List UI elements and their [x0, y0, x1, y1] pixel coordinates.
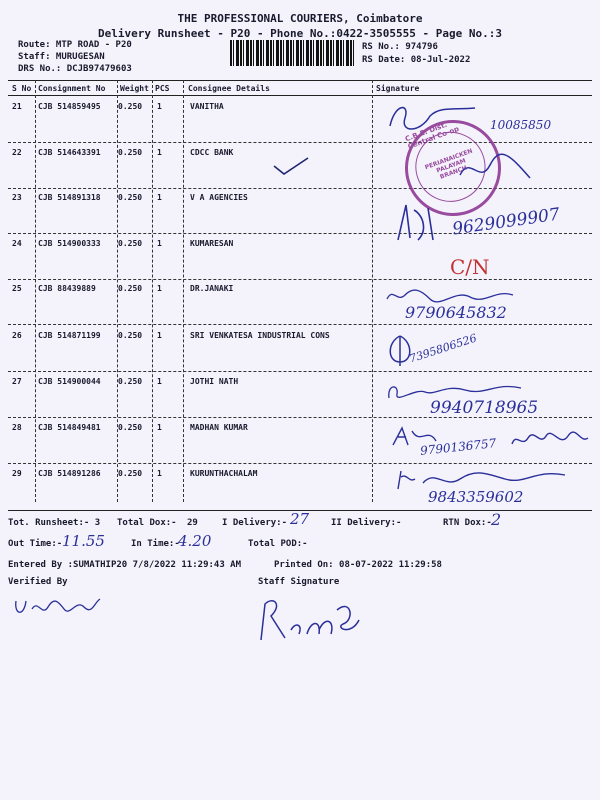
row-weight: 0.250 — [118, 102, 143, 111]
col-header-consignee: Consignee Details — [188, 84, 270, 93]
rtn-dox-label: RTN Dox:- — [443, 518, 492, 528]
in-time-handwritten: 4.20 — [178, 532, 212, 550]
printed-on: Printed On: 08-07-2022 11:29:58 — [274, 560, 442, 570]
verified-by-label: Verified By — [8, 577, 68, 587]
company-title: THE PROFESSIONAL COURIERS, Coimbatore — [177, 12, 423, 25]
barcode — [230, 40, 355, 66]
row-consignee: DR.JANAKI — [190, 284, 234, 293]
row-consignee: V A AGENCIES — [190, 193, 248, 202]
row-sno: 26 — [12, 331, 22, 340]
route-label: Route: MTP ROAD - P20 — [18, 40, 132, 50]
row-sno: 29 — [12, 469, 22, 478]
handwritten-phone-28: 9790136757 — [419, 436, 497, 458]
row-pcs: 1 — [157, 284, 162, 293]
verified-by-signature — [12, 595, 102, 620]
tamil-signature-row-28 — [510, 430, 590, 450]
row-pcs: 1 — [157, 239, 162, 248]
row-weight: 0.250 — [118, 423, 143, 432]
row-pcs: 1 — [157, 148, 162, 157]
row-pcs: 1 — [157, 423, 162, 432]
row-consignee: VANITHA — [190, 102, 224, 111]
row-consignment-no: CJB 514900333 — [38, 239, 101, 248]
row-sno: 24 — [12, 239, 22, 248]
row-divider — [8, 142, 592, 143]
row-consignment-no: CJB 88439889 — [38, 284, 96, 293]
row-divider — [8, 324, 592, 325]
rs-date: RS Date: 08-Jul-2022 — [362, 55, 471, 65]
row-sno: 21 — [12, 102, 22, 111]
handwritten-phone-26: 7395806526 — [407, 331, 479, 366]
row-divider — [8, 371, 592, 372]
staff-signature-label: Staff Signature — [258, 577, 340, 587]
total-dox-label: Total Dox:- — [117, 518, 177, 528]
checkmark-row-22 — [272, 150, 312, 180]
tot-runsheet: Tot. Runsheet:- 3 — [8, 518, 101, 528]
in-time-label: In Time:- — [131, 539, 180, 549]
rtn-dox-handwritten: 2 — [491, 510, 502, 529]
row-weight: 0.250 — [118, 193, 143, 202]
row-pcs: 1 — [157, 193, 162, 202]
row-pcs: 1 — [157, 102, 162, 111]
signature-row-23 — [388, 200, 448, 245]
col-header-pcs: PCS — [155, 84, 170, 93]
signature-row-25 — [385, 285, 515, 305]
row-weight: 0.250 — [118, 331, 143, 340]
stamp-inner-text: PERIANAICKEN PALAYAM BRANCH — [424, 147, 474, 181]
row-consignment-no: CJB 514891286 — [38, 469, 101, 478]
row-weight: 0.250 — [118, 239, 143, 248]
handwritten-cn-note: C/N — [450, 255, 490, 279]
drs-number: DRS No.: DCJB97479603 — [18, 64, 132, 74]
row-consignee: MADHAN KUMAR — [190, 423, 248, 432]
row-weight: 0.250 — [118, 148, 143, 157]
total-dox-value: 29 — [187, 518, 198, 528]
signature-row-21 — [385, 98, 485, 134]
staff-label: Staff: MURUGESAN — [18, 52, 105, 62]
i-delivery-handwritten: 27 — [290, 510, 310, 528]
row-weight: 0.250 — [118, 469, 143, 478]
row-sno: 27 — [12, 377, 22, 386]
row-consignee: SRI VENKATESA INDUSTRIAL CONS — [190, 331, 330, 340]
row-consignment-no: CJB 514849481 — [38, 423, 101, 432]
handwritten-phone-25: 9790645832 — [405, 303, 507, 322]
handwritten-phone-23: 9629099907 — [451, 204, 562, 240]
out-time-handwritten: 11.55 — [62, 532, 105, 550]
row-consignment-no: CJB 514891318 — [38, 193, 101, 202]
row-consignee: KUMARESAN — [190, 239, 234, 248]
col-header-sno: S No — [12, 84, 32, 93]
handwritten-phone-29: 9843359602 — [428, 488, 524, 506]
staff-signature — [255, 590, 365, 645]
row-sno: 23 — [12, 193, 22, 202]
row-sno: 25 — [12, 284, 22, 293]
row-pcs: 1 — [157, 331, 162, 340]
col-header-signature: Signature — [376, 84, 420, 93]
row-pcs: 1 — [157, 469, 162, 478]
row-weight: 0.250 — [118, 377, 143, 386]
row-divider — [8, 233, 592, 234]
handwritten-phone-27: 9940718965 — [430, 398, 539, 418]
row-consignment-no: CJB 514900044 — [38, 377, 101, 386]
runsheet-subtitle: Delivery Runsheet - P20 - Phone No.:0422-3505555 - Page No.:3 — [98, 27, 502, 40]
ii-delivery-label: II Delivery:- — [331, 518, 402, 528]
i-delivery-label: I Delivery:- — [222, 518, 288, 528]
row-divider — [8, 463, 592, 464]
row-consignee: JOTHI NATH — [190, 377, 239, 386]
row-divider — [8, 279, 592, 280]
stamp-text: C.B.E. Dist. Central Co-op — [404, 120, 461, 151]
rs-number: RS No.: 974796 — [362, 42, 438, 52]
out-time-label: Out Time:- — [8, 539, 63, 549]
row-sno: 28 — [12, 423, 22, 432]
total-pod-label: Total POD:- — [248, 539, 308, 549]
row-sno: 22 — [12, 148, 22, 157]
col-header-consignment: Consignment No — [38, 84, 106, 93]
row-weight: 0.250 — [118, 284, 143, 293]
signature-row-22 — [455, 150, 535, 190]
row-pcs: 1 — [157, 377, 162, 386]
row-consignment-no: CJB 514859495 — [38, 102, 101, 111]
col-header-weight: Weight — [120, 84, 149, 93]
row-consignment-no: CJB 514643391 — [38, 148, 101, 157]
row-consignment-no: CJB 514871199 — [38, 331, 101, 340]
row-consignee: KURUNTHACHALAM — [190, 469, 258, 478]
entered-by: Entered By :SUMATHIP20 7/8/2022 11:29:43 AM — [8, 560, 241, 570]
row-consignee: CDCC BANK — [190, 148, 234, 157]
handwritten-phone-21: 10085850 — [490, 118, 552, 132]
